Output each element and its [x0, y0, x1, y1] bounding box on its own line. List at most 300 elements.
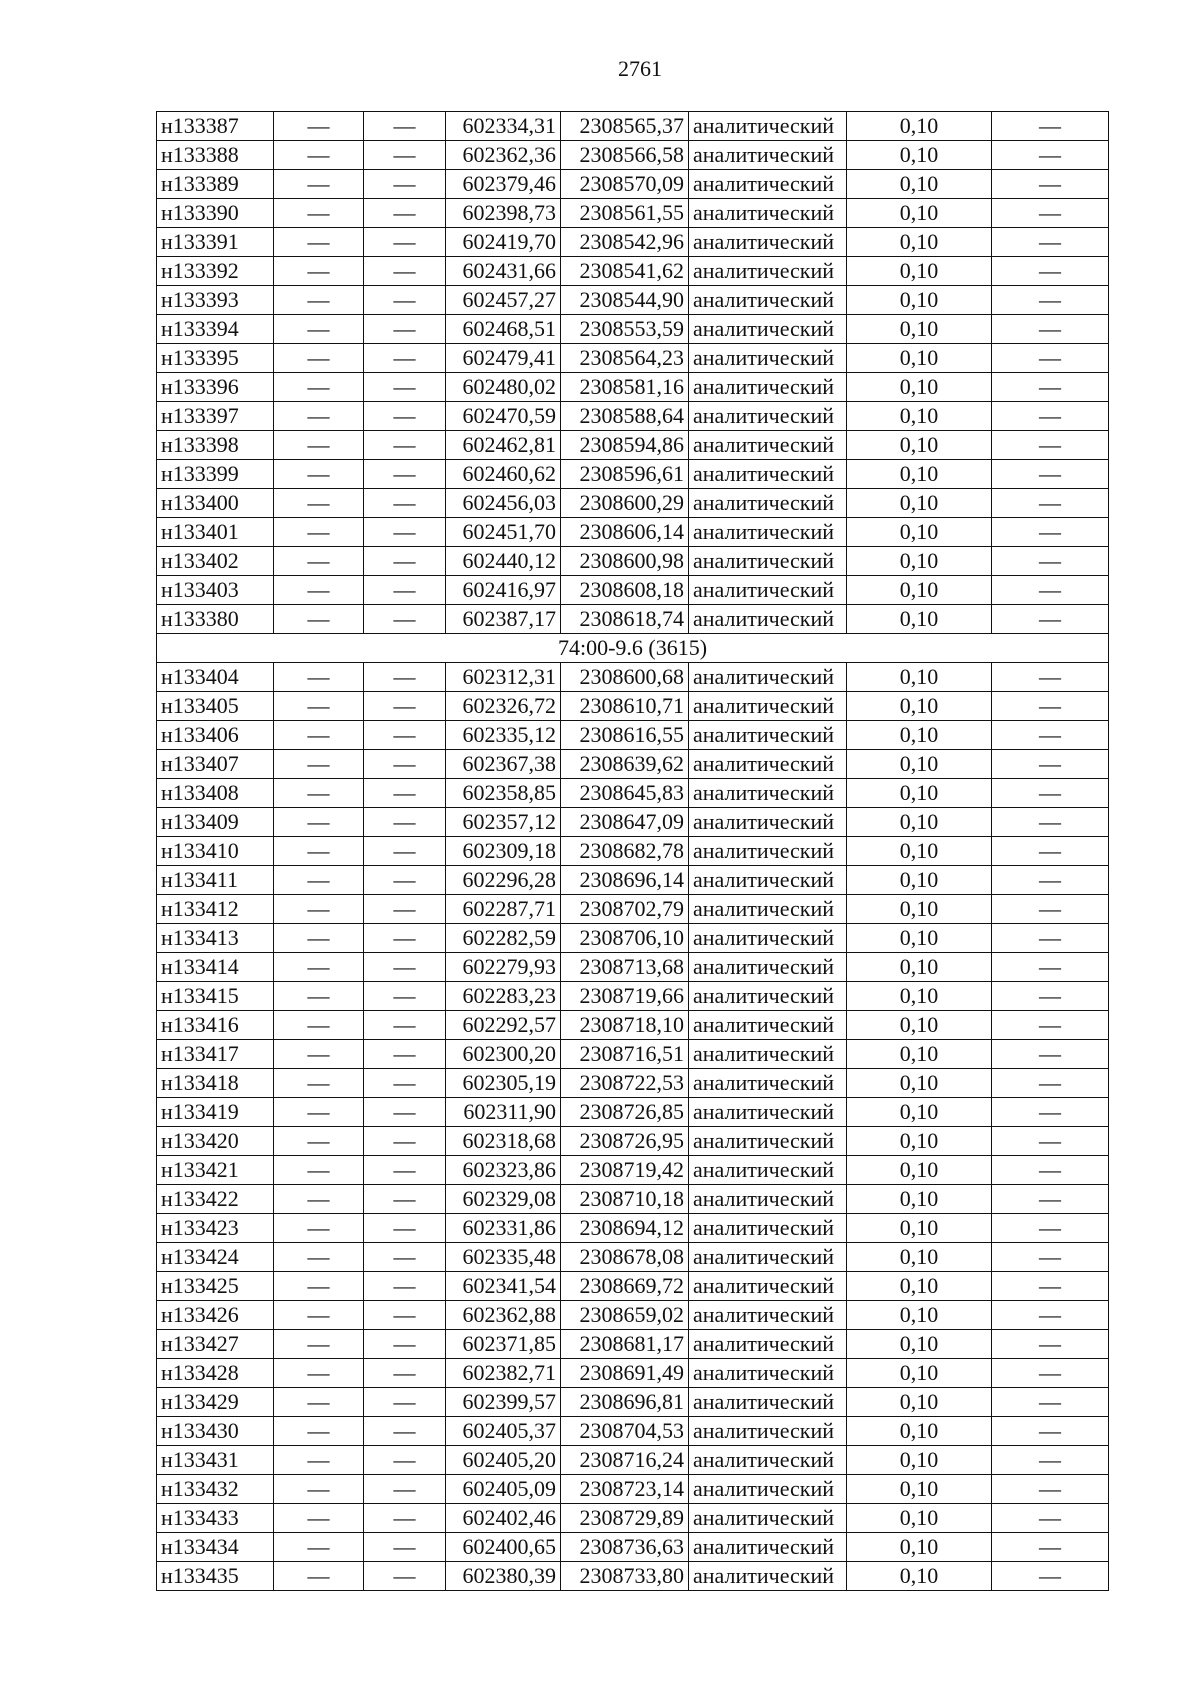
table-row	[157, 257, 1109, 286]
empty-coord-x-cell: —	[274, 1388, 364, 1417]
accuracy-cell: 0,10	[847, 953, 992, 982]
coord-x-cell: 602329,08	[446, 1185, 561, 1214]
note-cell: —	[992, 1359, 1109, 1388]
point-id-cell: н133425	[157, 1272, 274, 1301]
empty-coord-y-cell: —	[364, 750, 446, 779]
empty-coord-y-cell: —	[364, 1098, 446, 1127]
coord-y-cell: 2308733,80	[561, 1562, 689, 1591]
empty-coord-x-cell: —	[274, 518, 364, 547]
method-cell: аналитический	[689, 1040, 847, 1069]
table-row	[157, 547, 1109, 576]
note-cell: —	[992, 1562, 1109, 1591]
coord-x-cell: 602279,93	[446, 953, 561, 982]
empty-coord-y-cell: —	[364, 315, 446, 344]
method-cell: аналитический	[689, 112, 847, 141]
coord-y-cell: 2308645,83	[561, 779, 689, 808]
table-row	[157, 1301, 1109, 1330]
table-row	[157, 924, 1109, 953]
note-cell: —	[992, 1330, 1109, 1359]
empty-coord-x-cell: —	[274, 402, 364, 431]
coord-y-cell: 2308541,62	[561, 257, 689, 286]
point-id-cell: н133405	[157, 692, 274, 721]
empty-coord-y-cell: —	[364, 576, 446, 605]
empty-coord-y-cell: —	[364, 141, 446, 170]
method-cell: аналитический	[689, 431, 847, 460]
empty-coord-y-cell: —	[364, 1330, 446, 1359]
point-id-cell: н133411	[157, 866, 274, 895]
method-cell: аналитический	[689, 373, 847, 402]
table-row	[157, 1069, 1109, 1098]
note-cell: —	[992, 605, 1109, 634]
empty-coord-x-cell: —	[274, 1098, 364, 1127]
note-cell: —	[992, 576, 1109, 605]
coord-x-cell: 602358,85	[446, 779, 561, 808]
coord-y-cell: 2308678,08	[561, 1243, 689, 1272]
empty-coord-x-cell: —	[274, 1127, 364, 1156]
empty-coord-x-cell: —	[274, 1243, 364, 1272]
method-cell: аналитический	[689, 344, 847, 373]
table-row	[157, 170, 1109, 199]
note-cell: —	[992, 837, 1109, 866]
method-cell: аналитический	[689, 489, 847, 518]
accuracy-cell: 0,10	[847, 663, 992, 692]
method-cell: аналитический	[689, 257, 847, 286]
coord-y-cell: 2308600,29	[561, 489, 689, 518]
coord-y-cell: 2308706,10	[561, 924, 689, 953]
accuracy-cell: 0,10	[847, 431, 992, 460]
coord-x-cell: 602300,20	[446, 1040, 561, 1069]
coord-x-cell: 602334,31	[446, 112, 561, 141]
empty-coord-y-cell: —	[364, 460, 446, 489]
accuracy-cell: 0,10	[847, 1243, 992, 1272]
empty-coord-x-cell: —	[274, 141, 364, 170]
empty-coord-x-cell: —	[274, 924, 364, 953]
empty-coord-x-cell: —	[274, 431, 364, 460]
coord-y-cell: 2308618,74	[561, 605, 689, 634]
coord-y-cell: 2308565,37	[561, 112, 689, 141]
method-cell: аналитический	[689, 663, 847, 692]
table-row	[157, 779, 1109, 808]
empty-coord-x-cell: —	[274, 1359, 364, 1388]
empty-coord-y-cell: —	[364, 170, 446, 199]
coord-y-cell: 2308596,61	[561, 460, 689, 489]
empty-coord-x-cell: —	[274, 170, 364, 199]
method-cell: аналитический	[689, 924, 847, 953]
empty-coord-x-cell: —	[274, 605, 364, 634]
coord-x-cell: 602380,39	[446, 1562, 561, 1591]
accuracy-cell: 0,10	[847, 460, 992, 489]
coord-x-cell: 602456,03	[446, 489, 561, 518]
method-cell: аналитический	[689, 1156, 847, 1185]
table-row	[157, 1359, 1109, 1388]
empty-coord-x-cell: —	[274, 228, 364, 257]
table-row	[157, 1475, 1109, 1504]
table-row	[157, 663, 1109, 692]
note-cell: —	[992, 866, 1109, 895]
coord-y-cell: 2308639,62	[561, 750, 689, 779]
method-cell: аналитический	[689, 1417, 847, 1446]
point-id-cell: н133417	[157, 1040, 274, 1069]
empty-coord-x-cell: —	[274, 837, 364, 866]
coord-y-cell: 2308544,90	[561, 286, 689, 315]
accuracy-cell: 0,10	[847, 1185, 992, 1214]
coord-y-cell: 2308553,59	[561, 315, 689, 344]
coord-y-cell: 2308726,85	[561, 1098, 689, 1127]
section-row	[157, 634, 1109, 663]
empty-coord-x-cell: —	[274, 663, 364, 692]
point-id-cell: н133406	[157, 721, 274, 750]
table-row	[157, 489, 1109, 518]
coord-x-cell: 602367,38	[446, 750, 561, 779]
empty-coord-x-cell: —	[274, 953, 364, 982]
accuracy-cell: 0,10	[847, 141, 992, 170]
point-id-cell: н133423	[157, 1214, 274, 1243]
point-id-cell: н133400	[157, 489, 274, 518]
method-cell: аналитический	[689, 141, 847, 170]
empty-coord-x-cell: —	[274, 373, 364, 402]
empty-coord-y-cell: —	[364, 1040, 446, 1069]
point-id-cell: н133398	[157, 431, 274, 460]
note-cell: —	[992, 895, 1109, 924]
table-row	[157, 1185, 1109, 1214]
note-cell: —	[992, 1533, 1109, 1562]
accuracy-cell: 0,10	[847, 576, 992, 605]
empty-coord-y-cell: —	[364, 1272, 446, 1301]
point-id-cell: н133422	[157, 1185, 274, 1214]
accuracy-cell: 0,10	[847, 518, 992, 547]
accuracy-cell: 0,10	[847, 866, 992, 895]
point-id-cell: н133427	[157, 1330, 274, 1359]
empty-coord-y-cell: —	[364, 1475, 446, 1504]
note-cell: —	[992, 1475, 1109, 1504]
empty-coord-x-cell: —	[274, 112, 364, 141]
coord-y-cell: 2308608,18	[561, 576, 689, 605]
point-id-cell: н133388	[157, 141, 274, 170]
note-cell: —	[992, 547, 1109, 576]
empty-coord-y-cell: —	[364, 112, 446, 141]
accuracy-cell: 0,10	[847, 1069, 992, 1098]
coord-y-cell: 2308696,81	[561, 1388, 689, 1417]
empty-coord-x-cell: —	[274, 489, 364, 518]
point-id-cell: н133428	[157, 1359, 274, 1388]
coord-y-cell: 2308713,68	[561, 953, 689, 982]
table-row	[157, 315, 1109, 344]
table-row	[157, 373, 1109, 402]
empty-coord-y-cell: —	[364, 953, 446, 982]
coord-x-cell: 602402,46	[446, 1504, 561, 1533]
table-row	[157, 1011, 1109, 1040]
coord-x-cell: 602416,97	[446, 576, 561, 605]
accuracy-cell: 0,10	[847, 1446, 992, 1475]
accuracy-cell: 0,10	[847, 1533, 992, 1562]
empty-coord-y-cell: —	[364, 1127, 446, 1156]
point-id-cell: н133387	[157, 112, 274, 141]
method-cell: аналитический	[689, 1562, 847, 1591]
point-id-cell: н133399	[157, 460, 274, 489]
empty-coord-y-cell: —	[364, 489, 446, 518]
point-id-cell: н133424	[157, 1243, 274, 1272]
table-row	[157, 1243, 1109, 1272]
coord-x-cell: 602419,70	[446, 228, 561, 257]
accuracy-cell: 0,10	[847, 779, 992, 808]
point-id-cell: н133418	[157, 1069, 274, 1098]
accuracy-cell: 0,10	[847, 1417, 992, 1446]
empty-coord-y-cell: —	[364, 1243, 446, 1272]
coord-y-cell: 2308588,64	[561, 402, 689, 431]
empty-coord-y-cell: —	[364, 1504, 446, 1533]
coord-y-cell: 2308600,98	[561, 547, 689, 576]
empty-coord-y-cell: —	[364, 837, 446, 866]
note-cell: —	[992, 1098, 1109, 1127]
accuracy-cell: 0,10	[847, 402, 992, 431]
point-id-cell: н133413	[157, 924, 274, 953]
accuracy-cell: 0,10	[847, 924, 992, 953]
coord-x-cell: 602335,48	[446, 1243, 561, 1272]
point-id-cell: н133426	[157, 1301, 274, 1330]
method-cell: аналитический	[689, 1330, 847, 1359]
coord-x-cell: 602405,20	[446, 1446, 561, 1475]
coord-x-cell: 602379,46	[446, 170, 561, 199]
empty-coord-x-cell: —	[274, 315, 364, 344]
empty-coord-x-cell: —	[274, 750, 364, 779]
method-cell: аналитический	[689, 837, 847, 866]
empty-coord-x-cell: —	[274, 1330, 364, 1359]
coord-x-cell: 602296,28	[446, 866, 561, 895]
empty-coord-y-cell: —	[364, 286, 446, 315]
table-row	[157, 808, 1109, 837]
table-row	[157, 344, 1109, 373]
note-cell: —	[992, 489, 1109, 518]
point-id-cell: н133432	[157, 1475, 274, 1504]
point-id-cell: н133392	[157, 257, 274, 286]
empty-coord-x-cell: —	[274, 1069, 364, 1098]
note-cell: —	[992, 1417, 1109, 1446]
coord-y-cell: 2308610,71	[561, 692, 689, 721]
accuracy-cell: 0,10	[847, 837, 992, 866]
coord-y-cell: 2308566,58	[561, 141, 689, 170]
table-row	[157, 605, 1109, 634]
note-cell: —	[992, 1214, 1109, 1243]
accuracy-cell: 0,10	[847, 1475, 992, 1504]
coord-y-cell: 2308704,53	[561, 1417, 689, 1446]
empty-coord-y-cell: —	[364, 344, 446, 373]
accuracy-cell: 0,10	[847, 1301, 992, 1330]
note-cell: —	[992, 1272, 1109, 1301]
coord-y-cell: 2308606,14	[561, 518, 689, 547]
coord-x-cell: 602468,51	[446, 315, 561, 344]
empty-coord-y-cell: —	[364, 1562, 446, 1591]
accuracy-cell: 0,10	[847, 721, 992, 750]
method-cell: аналитический	[689, 547, 847, 576]
empty-coord-y-cell: —	[364, 866, 446, 895]
empty-coord-y-cell: —	[364, 721, 446, 750]
method-cell: аналитический	[689, 1214, 847, 1243]
note-cell: —	[992, 779, 1109, 808]
point-id-cell: н133434	[157, 1533, 274, 1562]
note-cell: —	[992, 286, 1109, 315]
empty-coord-x-cell: —	[274, 808, 364, 837]
note-cell: —	[992, 170, 1109, 199]
empty-coord-x-cell: —	[274, 1156, 364, 1185]
note-cell: —	[992, 344, 1109, 373]
coord-x-cell: 602335,12	[446, 721, 561, 750]
table-row	[157, 1330, 1109, 1359]
accuracy-cell: 0,10	[847, 1359, 992, 1388]
note-cell: —	[992, 402, 1109, 431]
point-id-cell: н133430	[157, 1417, 274, 1446]
accuracy-cell: 0,10	[847, 1098, 992, 1127]
coordinates-table	[156, 111, 1109, 1591]
note-cell: —	[992, 315, 1109, 344]
empty-coord-y-cell: —	[364, 924, 446, 953]
coord-x-cell: 602287,71	[446, 895, 561, 924]
accuracy-cell: 0,10	[847, 373, 992, 402]
coord-y-cell: 2308542,96	[561, 228, 689, 257]
coord-y-cell: 2308681,17	[561, 1330, 689, 1359]
point-id-cell: н133431	[157, 1446, 274, 1475]
method-cell: аналитический	[689, 750, 847, 779]
empty-coord-x-cell: —	[274, 1562, 364, 1591]
coord-x-cell: 602431,66	[446, 257, 561, 286]
coord-y-cell: 2308691,49	[561, 1359, 689, 1388]
empty-coord-x-cell: —	[274, 895, 364, 924]
coord-y-cell: 2308723,14	[561, 1475, 689, 1504]
empty-coord-y-cell: —	[364, 1069, 446, 1098]
method-cell: аналитический	[689, 779, 847, 808]
note-cell: —	[992, 982, 1109, 1011]
table-row	[157, 866, 1109, 895]
point-id-cell: н133401	[157, 518, 274, 547]
note-cell: —	[992, 750, 1109, 779]
empty-coord-x-cell: —	[274, 982, 364, 1011]
empty-coord-x-cell: —	[274, 721, 364, 750]
empty-coord-y-cell: —	[364, 518, 446, 547]
coord-x-cell: 602398,73	[446, 199, 561, 228]
coord-x-cell: 602460,62	[446, 460, 561, 489]
note-cell: —	[992, 373, 1109, 402]
coord-y-cell: 2308669,72	[561, 1272, 689, 1301]
empty-coord-x-cell: —	[274, 344, 364, 373]
coord-y-cell: 2308696,14	[561, 866, 689, 895]
method-cell: аналитический	[689, 170, 847, 199]
table-row	[157, 1156, 1109, 1185]
note-cell: —	[992, 431, 1109, 460]
table-row	[157, 1417, 1109, 1446]
table-row	[157, 228, 1109, 257]
empty-coord-x-cell: —	[274, 1011, 364, 1040]
note-cell: —	[992, 924, 1109, 953]
coord-x-cell: 602341,54	[446, 1272, 561, 1301]
accuracy-cell: 0,10	[847, 808, 992, 837]
table-row	[157, 1446, 1109, 1475]
accuracy-cell: 0,10	[847, 1214, 992, 1243]
coord-y-cell: 2308718,10	[561, 1011, 689, 1040]
empty-coord-x-cell: —	[274, 866, 364, 895]
coord-x-cell: 602362,36	[446, 141, 561, 170]
note-cell: —	[992, 1388, 1109, 1417]
table-row	[157, 1533, 1109, 1562]
note-cell: —	[992, 1156, 1109, 1185]
coord-y-cell: 2308570,09	[561, 170, 689, 199]
coord-x-cell: 602362,88	[446, 1301, 561, 1330]
note-cell: —	[992, 1011, 1109, 1040]
coord-x-cell: 602305,19	[446, 1069, 561, 1098]
coord-x-cell: 602457,27	[446, 286, 561, 315]
empty-coord-y-cell: —	[364, 199, 446, 228]
accuracy-cell: 0,10	[847, 199, 992, 228]
coord-y-cell: 2308600,68	[561, 663, 689, 692]
empty-coord-x-cell: —	[274, 1214, 364, 1243]
point-id-cell: н133391	[157, 228, 274, 257]
accuracy-cell: 0,10	[847, 1562, 992, 1591]
coord-y-cell: 2308694,12	[561, 1214, 689, 1243]
empty-coord-y-cell: —	[364, 1301, 446, 1330]
note-cell: —	[992, 1040, 1109, 1069]
note-cell: —	[992, 141, 1109, 170]
table-row	[157, 112, 1109, 141]
method-cell: аналитический	[689, 518, 847, 547]
point-id-cell: н133429	[157, 1388, 274, 1417]
empty-coord-y-cell: —	[364, 257, 446, 286]
note-cell: —	[992, 228, 1109, 257]
empty-coord-y-cell: —	[364, 1214, 446, 1243]
point-id-cell: н133408	[157, 779, 274, 808]
note-cell: —	[992, 1127, 1109, 1156]
method-cell: аналитический	[689, 982, 847, 1011]
empty-coord-y-cell: —	[364, 779, 446, 808]
method-cell: аналитический	[689, 808, 847, 837]
method-cell: аналитический	[689, 1504, 847, 1533]
note-cell: —	[992, 1301, 1109, 1330]
note-cell: —	[992, 257, 1109, 286]
empty-coord-y-cell: —	[364, 1417, 446, 1446]
section-title: 74:00-9.6 (3615)	[157, 634, 1109, 663]
note-cell: —	[992, 1185, 1109, 1214]
note-cell: —	[992, 692, 1109, 721]
point-id-cell: н133402	[157, 547, 274, 576]
accuracy-cell: 0,10	[847, 982, 992, 1011]
table-row	[157, 460, 1109, 489]
point-id-cell: н133435	[157, 1562, 274, 1591]
point-id-cell: н133414	[157, 953, 274, 982]
accuracy-cell: 0,10	[847, 1011, 992, 1040]
note-cell: —	[992, 1069, 1109, 1098]
point-id-cell: н133420	[157, 1127, 274, 1156]
accuracy-cell: 0,10	[847, 1040, 992, 1069]
method-cell: аналитический	[689, 1185, 847, 1214]
empty-coord-y-cell: —	[364, 1388, 446, 1417]
empty-coord-x-cell: —	[274, 286, 364, 315]
table-row	[157, 141, 1109, 170]
table-row	[157, 518, 1109, 547]
coord-x-cell: 602371,85	[446, 1330, 561, 1359]
table-row	[157, 982, 1109, 1011]
accuracy-cell: 0,10	[847, 257, 992, 286]
coord-y-cell: 2308719,42	[561, 1156, 689, 1185]
coord-x-cell: 602387,17	[446, 605, 561, 634]
empty-coord-x-cell: —	[274, 576, 364, 605]
point-id-cell: н133416	[157, 1011, 274, 1040]
table-row	[157, 721, 1109, 750]
coord-x-cell: 602292,57	[446, 1011, 561, 1040]
table-row	[157, 199, 1109, 228]
method-cell: аналитический	[689, 576, 847, 605]
coord-x-cell: 602312,31	[446, 663, 561, 692]
empty-coord-y-cell: —	[364, 1533, 446, 1562]
empty-coord-y-cell: —	[364, 373, 446, 402]
accuracy-cell: 0,10	[847, 895, 992, 924]
coord-x-cell: 602323,86	[446, 1156, 561, 1185]
